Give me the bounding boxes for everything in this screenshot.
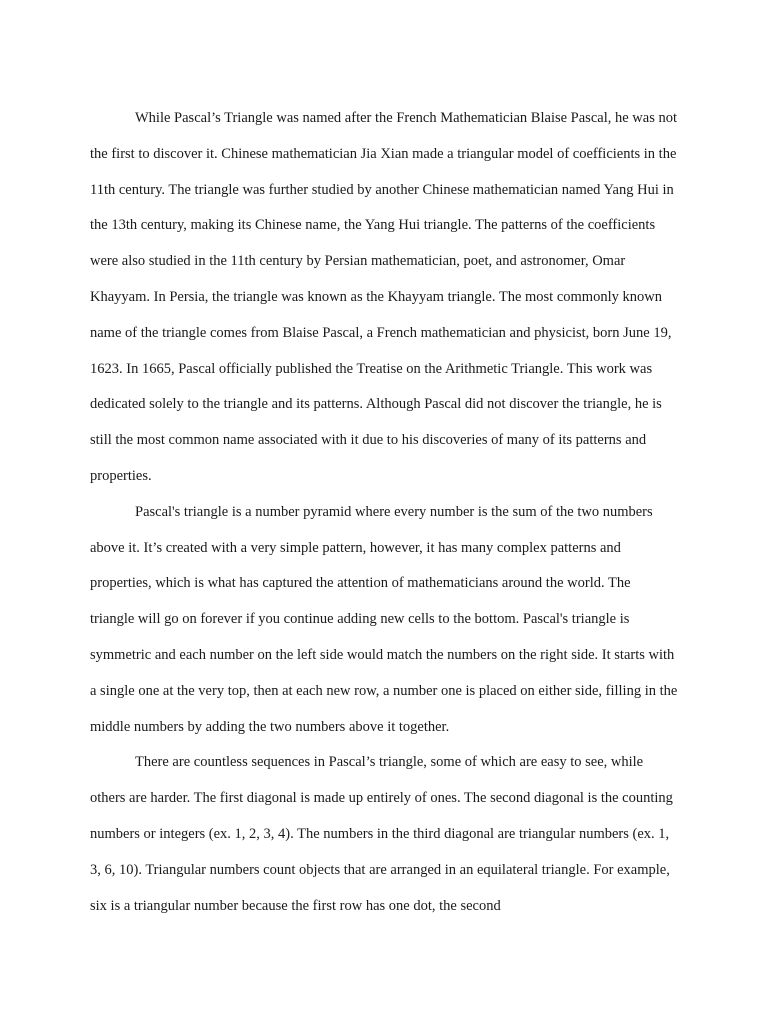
paragraph-history: While Pascal’s Triangle was named after the French Mathematician Blaise Pascal, he was not the first to discover it. Chinese mathematician Jia Xian made a triangular model of coefficients in the 11th century. The triangle was further studied by another Chinese mathematician named Yang Hui in the 13th century, making its Chinese name, the Yang Hui triangle. The patterns of the coefficients were also studied in the 11th century by Persian mathematician, poet, and astronomer, Omar Khayyam. In Persia, the triangle was known as the Khayyam triangle. The most commonly known name of the triangle comes from Blaise Pascal, a French mathematician and physicist, born June 19, 1623. In 1665, Pascal officially published the Treatise on the Arithmetic Triangle. This work was dedicated solely to the triangle and its patterns. Although Pascal did not discover the triangle, he is still the most common name associated with it due to his discoveries of many of its patterns and properties. [90,110,677,484]
paragraph-sequences: There are countless sequences in Pascal’s triangle, some of which are easy to see, while others are harder. The first diagonal is made up entirely of ones. The second diagonal is the counting numbers or integers (ex. 1, 2, 3, 4). The numbers in the third diagonal are triangular numbers (ex. 1, 3, 6, 10). Triangular numbers count objects that are arranged in an equilateral triangle. For example, six is a triangular number because the first row has one dot, the second [90,754,673,914]
paragraph-definition: Pascal's triangle is a number pyramid where every number is the sum of the two numbers above it. It’s created with a very simple pattern, however, it has many complex patterns and properties, which is what has captured the attention of mathematicians around the world. The triangle will go on forever if you continue adding new cells to the bottom. Pascal's triangle is symmetric and each number on the left side would match the numbers on the right side. It starts with a single one at the very top, then at each new row, a number one is placed on either side, filling in the middle numbers by adding the two numbers above it together. [90,503,678,735]
document-body [90,101,678,924]
